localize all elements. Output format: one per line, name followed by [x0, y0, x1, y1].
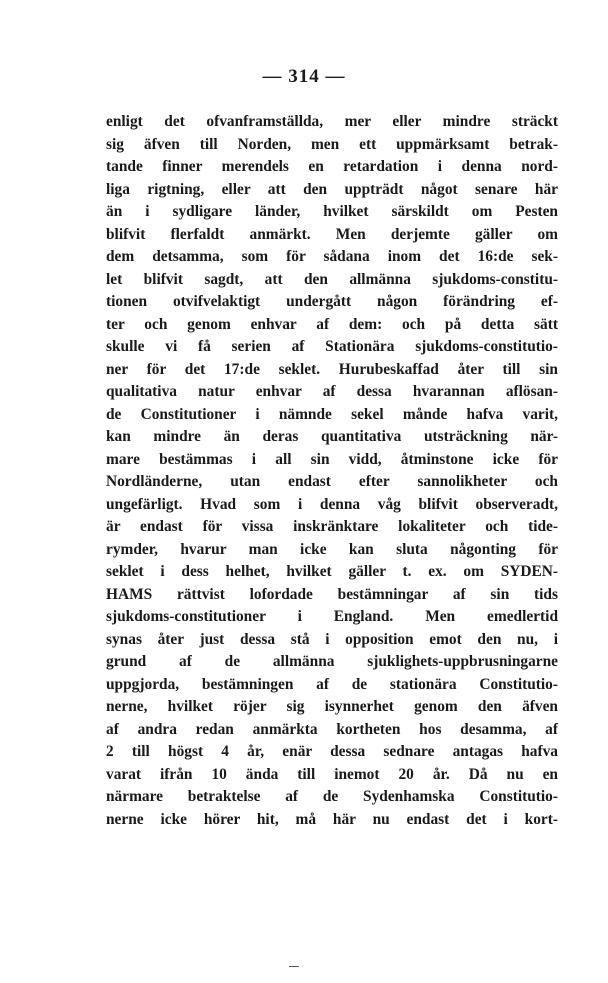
- text-line: HAMS rättvist lofordade bestämningar af sin tids: [106, 585, 558, 603]
- text-line: sjukdoms-constitutioner i England. Men emedlertid: [106, 608, 558, 625]
- text-line: let blifvit sagdt, att den allmänna sjukdoms-constitu-: [106, 270, 558, 288]
- text-line: de Constitutioner i nämnde sekel månde hafva varit,: [106, 405, 558, 423]
- text-line: ner för det 17:de seklet. Hurubeskaffad åter till sin: [106, 360, 558, 378]
- text-line: mare bestämmas i all sin vidd, åtminstone icke för: [106, 450, 558, 468]
- text-line: kan mindre än deras quantitativa utsträckning när-: [106, 428, 558, 445]
- text-line: Nordländerne, utan endast efter sannolikheter och: [106, 473, 558, 490]
- text-line: är endast för vissa inskränktare lokaliteter och tide-: [106, 518, 558, 535]
- text-line: grund af de allmänna sjuklighets-uppbrusningarne: [106, 653, 558, 670]
- text-line: än i sydligare länder, hvilket särskildt om Pesten: [106, 203, 558, 220]
- text-line: synas åter just dessa stå i opposition emot den nu, i: [106, 630, 558, 648]
- text-line: ter och genom enhvar af dem: och på detta sätt: [106, 315, 558, 333]
- text-line: skulle vi få serien af Stationära sjukdoms-constitutio-: [106, 338, 558, 355]
- text-line: varat ifrån 10 ända till inemot 20 år. Då nu en: [106, 765, 558, 783]
- text-line: dem detsamma, som för sådana inom det 16:de sek-: [106, 248, 558, 265]
- text-line: af andra redan anmärkta kortheten hos desamma, af: [106, 720, 558, 738]
- text-line: tionen otvifvelaktigt undergått någon förändring ef-: [106, 293, 558, 310]
- body-text: [106, 111, 558, 831]
- text-line: seklet i dess helhet, hvilket gäller t. ex. om SYDEN-: [106, 563, 558, 580]
- text-line: ungefärligt. Hvad som i denna våg blifvit observeradt,: [106, 495, 558, 513]
- page-number-header: — 314 —: [262, 66, 346, 87]
- text-line: 2 till högst 4 år, enär dessa sednare antagas hafva: [106, 743, 558, 760]
- text-line: nerne icke hörer hit, må här nu endast det i kort-: [106, 810, 558, 828]
- text-line: blifvit flerfaldt anmärkt. Men derjemte gäller om: [106, 225, 558, 243]
- text-line: uppgjorda, bestämningen af de stationära Constitutio-: [106, 675, 558, 693]
- text-line: sig äfven till Norden, men ett uppmärksamt betrak-: [106, 135, 558, 153]
- text-line: liga rigtning, eller att den uppträdt något senare här: [106, 180, 558, 198]
- text-line: närmare betraktelse af de Sydenhamska Constitutio-: [106, 788, 558, 805]
- text-line: tande finner merendels en retardation i denna nord-: [106, 158, 558, 175]
- text-line: enligt det ofvanframställda, mer eller mindre sträckt: [106, 113, 558, 130]
- text-line: rymder, hvarur man icke kan sluta någonting för: [106, 540, 558, 558]
- text-line: nerne, hvilket röjer sig isynnerhet genom den äfven: [106, 698, 558, 715]
- text-line: qualitativa natur enhvar af dessa hvarannan aflösan-: [106, 383, 558, 400]
- footer-mark: [289, 966, 299, 967]
